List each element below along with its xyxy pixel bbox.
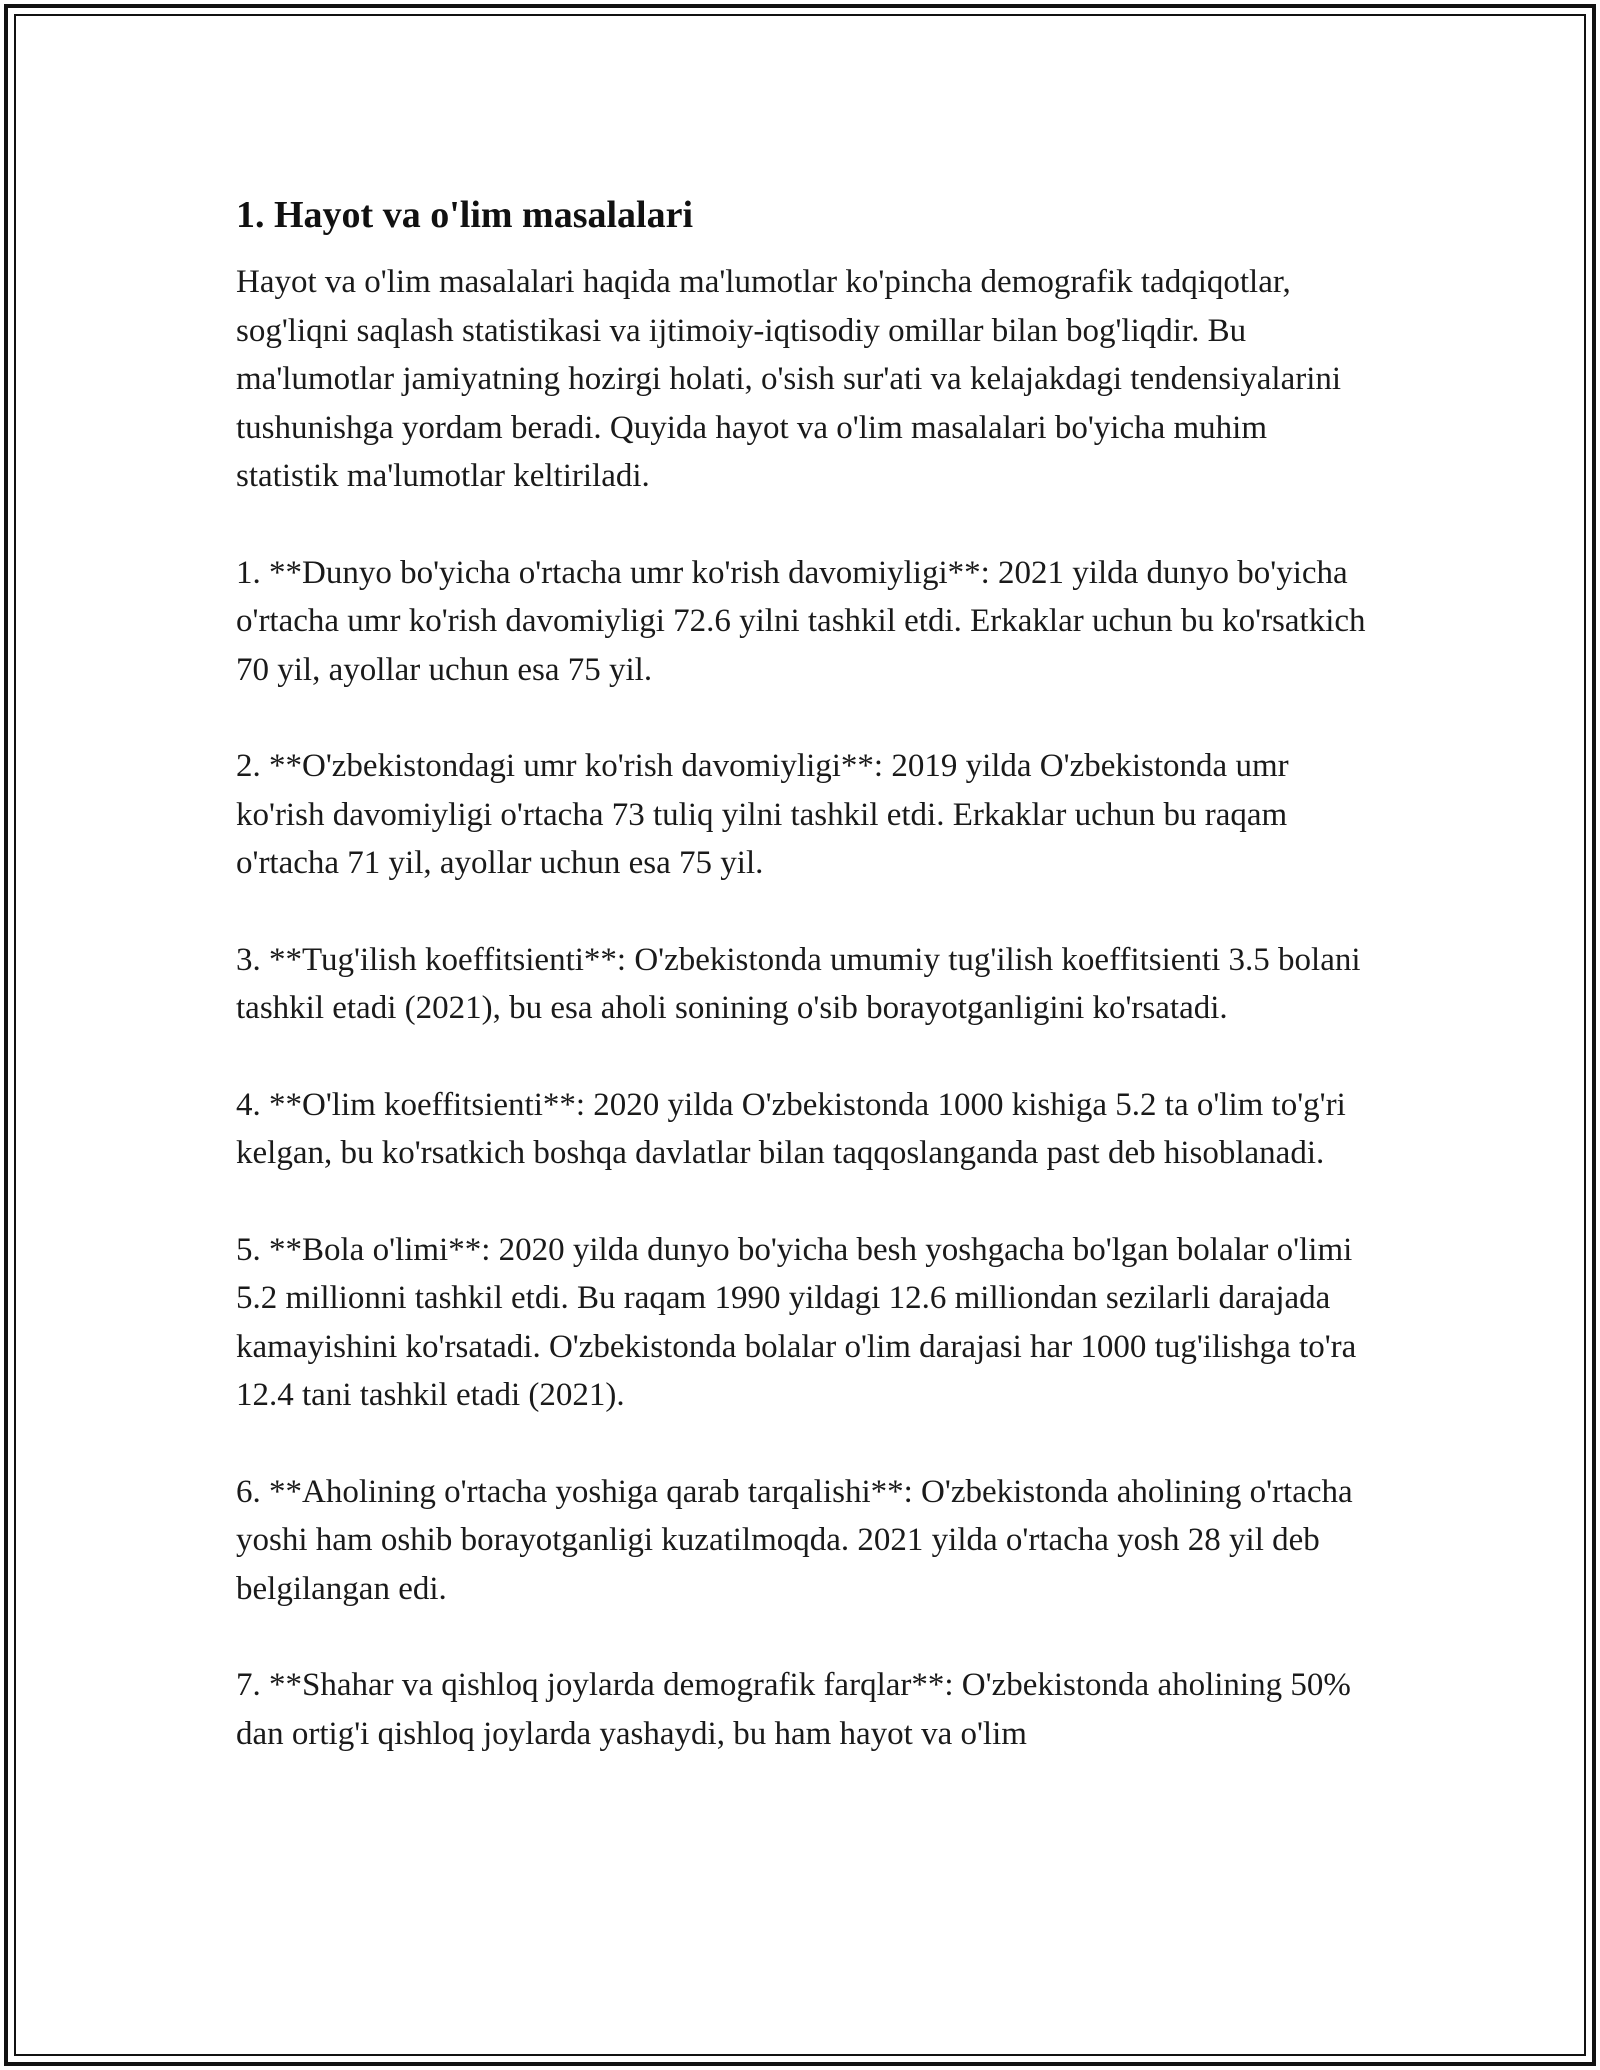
list-item-2: 2. **O'zbekistondagi umr ko'rish davomiyligi**: 2019 yilda O'zbekistonda umr ko'rish davomiyligi o'rtacha 73 tuliq yilni tashkil etdi. Erkaklar uchun bu raqam o'rtacha 71 yil, ayollar uchun esa 75 yil. xyxy=(236,748,1289,881)
list-item-7: 7. **Shahar va qishloq joylarda demografik farqlar**: O'zbekistonda aholining 50% dan ortig'i qishloq joylarda yashaydi, bu ham hayot va o'lim xyxy=(236,1667,1351,1752)
intro-paragraph: Hayot va o'lim masalalari haqida ma'lumotlar ko'pincha demografik tadqiqotlar, sog'liqni saqlash statistikasi va ijtimoiy-iqtisodiy omillar bilan bog'liqdir. Bu ma'lumotlar jamiyatning hozirgi holati, o'sish sur'ati va kelajakdagi tendensiyalarini tushunishga yordam beradi. Quyida hayot va o'lim masalalari bo'yicha muhim statistik ma'lumotlar keltiriladi. xyxy=(236,264,1342,494)
list-item-5: 5. **Bola o'limi**: 2020 yilda dunyo bo'yicha besh yoshgacha bo'lgan bolalar o'limi 5.2 millionni tashkil etdi. Bu raqam 1990 yildagi 12.6 milliondan sezilarli darajada kamayishini ko'rsatadi. O'zbekistonda bolalar o'lim darajasi har 1000 tug'ilishga to'ra 12.4 tani tashkil etadi (2021). xyxy=(236,1231,1357,1413)
list-item-3: 3. **Tug'ilish koeffitsienti**: O'zbekistonda umumiy tug'ilish koeffitsienti 3.5 bolani tashkil etadi (2021), bu esa aholi sonining o'sib borayotganligini ko'rsatadi. xyxy=(236,941,1361,1026)
document-body xyxy=(236,190,1366,1806)
list-item-6: 6. **Aholining o'rtacha yoshiga qarab tarqalishi**: O'zbekistonda aholining o'rtacha yoshi ham oshib borayotganligi kuzatilmoqda. 2021 yilda o'rtacha yosh 28 yil deb belgilangan edi. xyxy=(236,1473,1353,1607)
section-heading: 1. Hayot va o'lim masalalari xyxy=(236,194,694,236)
list-item-1: 1. **Dunyo bo'yicha o'rtacha umr ko'rish davomiyligi**: 2021 yilda dunyo bo'yicha o'rtacha umr ko'rish davomiyligi 72.6 yilni tashkil etdi. Erkaklar uchun bu ko'rsatkich 70 yil, ayollar uchun esa 75 yil. xyxy=(236,554,1366,688)
list-item-4: 4. **O'lim koeffitsienti**: 2020 yilda O'zbekistonda 1000 kishiga 5.2 ta o'lim to'g'ri kelgan, bu ko'rsatkich boshqa davlatlar bilan taqqoslanganda past deb hisoblanadi. xyxy=(236,1086,1346,1171)
